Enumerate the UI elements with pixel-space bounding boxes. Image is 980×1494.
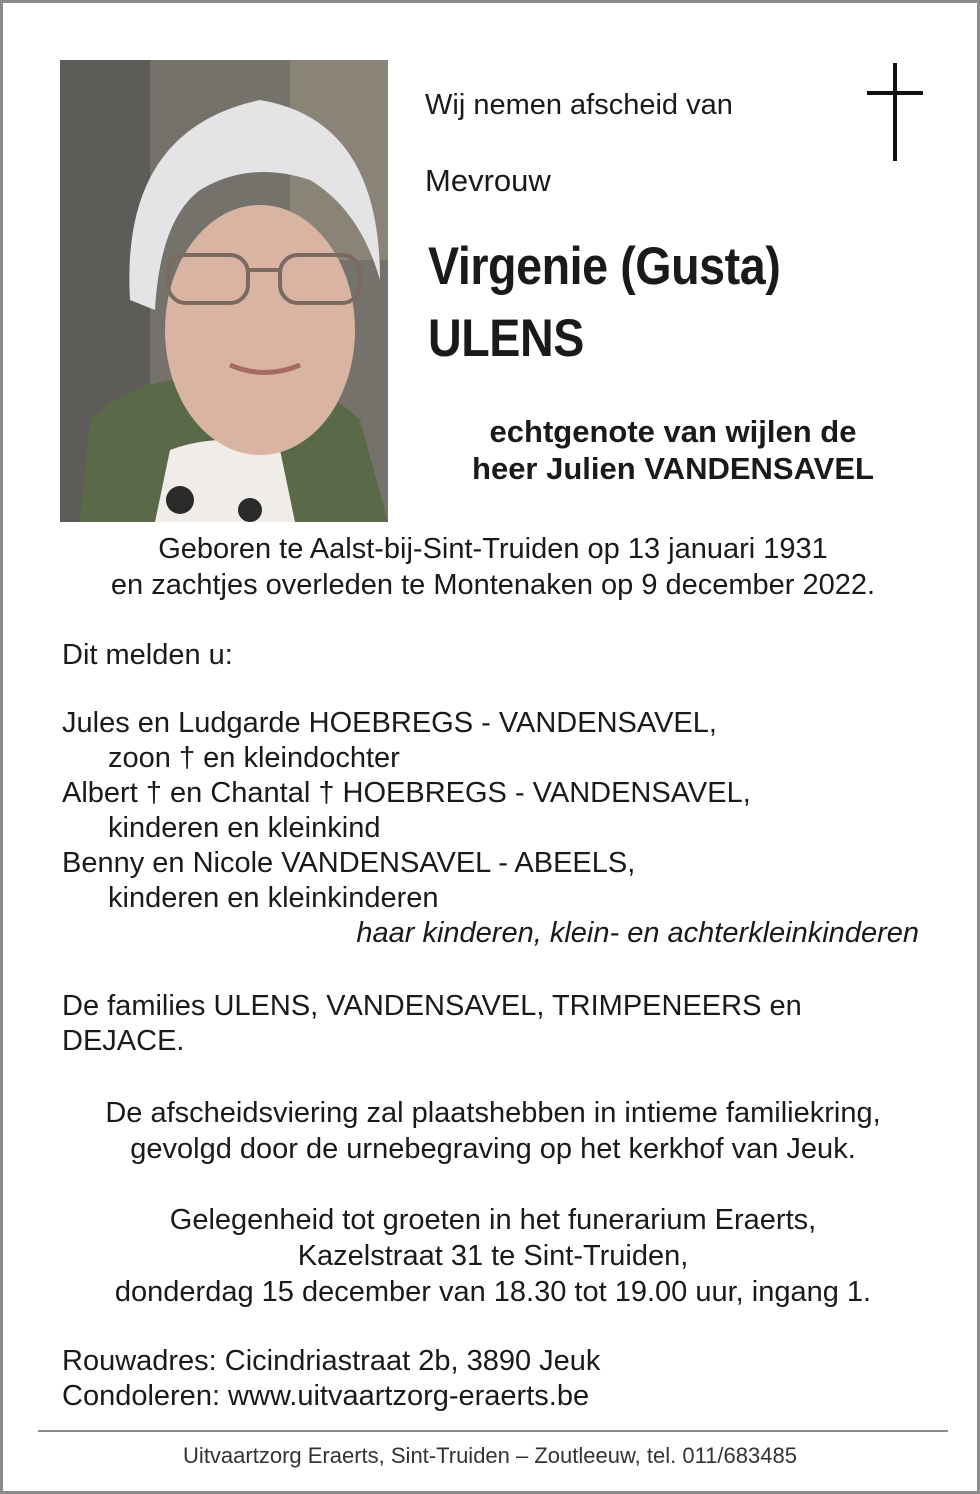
condolences-link[interactable]: Condoleren: www.uitvaartzorg-eraerts.be [62, 1380, 590, 1412]
families-line-1: De families ULENS, VANDENSAVEL, TRIMPENEERS en [62, 990, 802, 1022]
family-relation-1: zoon † en kleindochter [108, 742, 400, 774]
family-list [62, 706, 751, 916]
footer-divider [38, 1430, 948, 1432]
visit-line-2: Kazelstraat 31 te Sint-Truiden, [297, 1240, 689, 1272]
ceremony-line-2: gevolgd door de urnebegraving op het kerkhof van Jeuk. [130, 1133, 856, 1165]
visitation-text [23, 1202, 963, 1310]
families-line-2: DEJACE. [62, 1025, 185, 1057]
family-name-3: Benny en Nicole VANDENSAVEL - ABEELS, [62, 847, 636, 879]
family-name-2: Albert † en Chantal † HOEBREGS - VANDENSAVEL, [62, 777, 751, 809]
mourning-address: Rouwadres: Cicindriastraat 2b, 3890 Jeuk [62, 1345, 601, 1377]
intro-text: Wij nemen afscheid van [425, 89, 733, 121]
life-dates [23, 531, 963, 603]
spouse-text [403, 413, 943, 487]
spouse-line-2: heer Julien VANDENSAVEL [472, 451, 874, 486]
death-line: en zachtjes overleden te Montenaken op 9 december 2022. [110, 569, 876, 601]
birth-line: Geboren te Aalst-bij-Sint-Truiden op 13 januari 1931 [158, 533, 828, 565]
family-summary: haar kinderen, klein- en achterkleinkinderen [356, 917, 919, 949]
footer-text: Uitvaartzorg Eraerts, Sint-Truiden – Zoutleeuw, tel. 011/683485 [183, 1443, 797, 1468]
family-relation-3: kinderen en kleinkinderen [108, 882, 439, 914]
visit-line-3: donderdag 15 december van 18.30 tot 19.00 uur, ingang 1. [114, 1276, 872, 1308]
spouse-line-1: echtgenote van wijlen de [489, 414, 857, 449]
name-line-2: ULENS [428, 309, 584, 368]
ceremony-text [23, 1095, 963, 1167]
visit-line-1: Gelegenheid tot groeten in het funerarium Eraerts, [169, 1204, 817, 1236]
announce-label: Dit melden u: [62, 639, 233, 671]
family-name-1: Jules en Ludgarde HOEBREGS - VANDENSAVEL, [62, 707, 717, 739]
cross-icon [865, 63, 925, 163]
families-text [62, 989, 802, 1059]
portrait-photo [60, 60, 388, 522]
ceremony-line-1: De afscheidsviering zal plaatshebben in intieme familiekring, [105, 1097, 881, 1129]
family-relation-2: kinderen en kleinkind [108, 812, 381, 844]
contact-info [62, 1344, 600, 1414]
title-text: Mevrouw [425, 163, 551, 198]
deceased-name [428, 231, 780, 375]
name-line-1: Virgenie (Gusta) [428, 237, 781, 296]
